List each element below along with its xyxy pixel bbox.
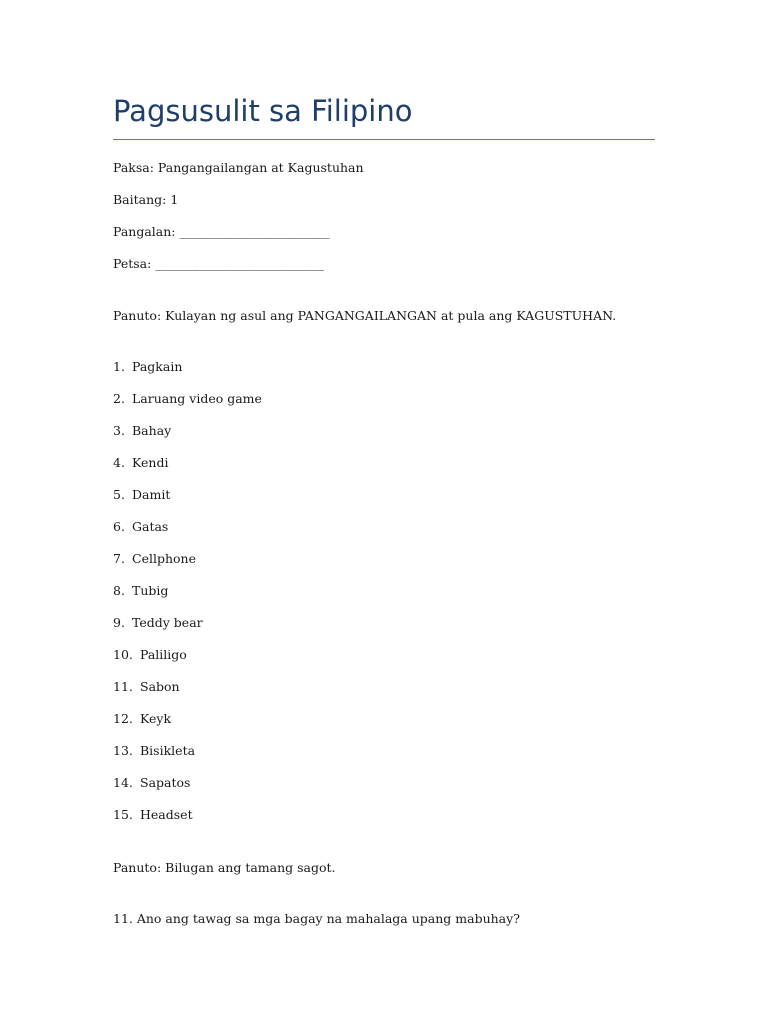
list-item: [113, 391, 262, 423]
list-item-text: Paliligo: [140, 647, 187, 662]
list-item-text: Kendi: [132, 455, 169, 470]
pangalan-line: Pangalan: ________________________: [113, 224, 330, 239]
list-item-text: Bisikleta: [140, 743, 196, 758]
list-item-number: 13.: [113, 743, 133, 758]
list-item: [113, 519, 262, 551]
list-item-number: 9.: [113, 615, 125, 630]
list-item: [113, 551, 262, 583]
list-item: [113, 615, 262, 647]
list-item-text: Sabon: [140, 679, 180, 694]
list-item-text: Gatas: [132, 519, 169, 534]
question-11: 11. Ano ang tawag sa mga bagay na mahalaga upang mabuhay?: [113, 911, 520, 926]
list-item-number: 8.: [113, 583, 125, 598]
list-item-number: 10.: [113, 647, 133, 662]
list-item-number: 7.: [113, 551, 125, 566]
list-item-number: 3.: [113, 423, 125, 438]
document-title: Pagsusulit sa Filipino: [113, 94, 413, 128]
list-item-text: Pagkain: [132, 359, 183, 374]
list-item: [113, 679, 262, 711]
list-item: [113, 647, 262, 679]
instruction-circle: Panuto: Bilugan ang tamang sagot.: [113, 860, 336, 875]
list-item-text: Cellphone: [132, 551, 196, 566]
list-item: [113, 423, 262, 455]
item-list: [113, 359, 262, 839]
list-item: [113, 487, 262, 519]
list-item-number: 15.: [113, 807, 133, 822]
instruction-coloring: Panuto: Kulayan ng asul ang PANGANGAILANGAN at pula ang KAGUSTUHAN.: [113, 308, 617, 323]
list-item: [113, 775, 262, 807]
list-item: [113, 359, 262, 391]
list-item-text: Laruang video game: [132, 391, 262, 406]
paksa-line: Paksa: Pangangailangan at Kagustuhan: [113, 160, 364, 175]
list-item-number: 14.: [113, 775, 133, 790]
list-item: [113, 455, 262, 487]
list-item-text: Headset: [140, 807, 193, 822]
list-item: [113, 807, 262, 839]
list-item-number: 12.: [113, 711, 133, 726]
list-item-number: 11.: [113, 679, 133, 694]
list-item-number: 2.: [113, 391, 125, 406]
list-item: [113, 583, 262, 615]
list-item-number: 4.: [113, 455, 125, 470]
list-item: [113, 743, 262, 775]
list-item: [113, 711, 262, 743]
list-item-text: Sapatos: [140, 775, 191, 790]
list-item-text: Bahay: [132, 423, 172, 438]
list-item-text: Tubig: [132, 583, 169, 598]
list-item-number: 1.: [113, 359, 125, 374]
petsa-line: Petsa: ___________________________: [113, 256, 325, 271]
baitang-line: Baitang: 1: [113, 192, 179, 207]
list-item-text: Keyk: [140, 711, 172, 726]
list-item-text: Teddy bear: [132, 615, 203, 630]
list-item-number: 5.: [113, 487, 125, 502]
list-item-number: 6.: [113, 519, 125, 534]
list-item-text: Damit: [132, 487, 171, 502]
title-underline: [113, 139, 655, 140]
